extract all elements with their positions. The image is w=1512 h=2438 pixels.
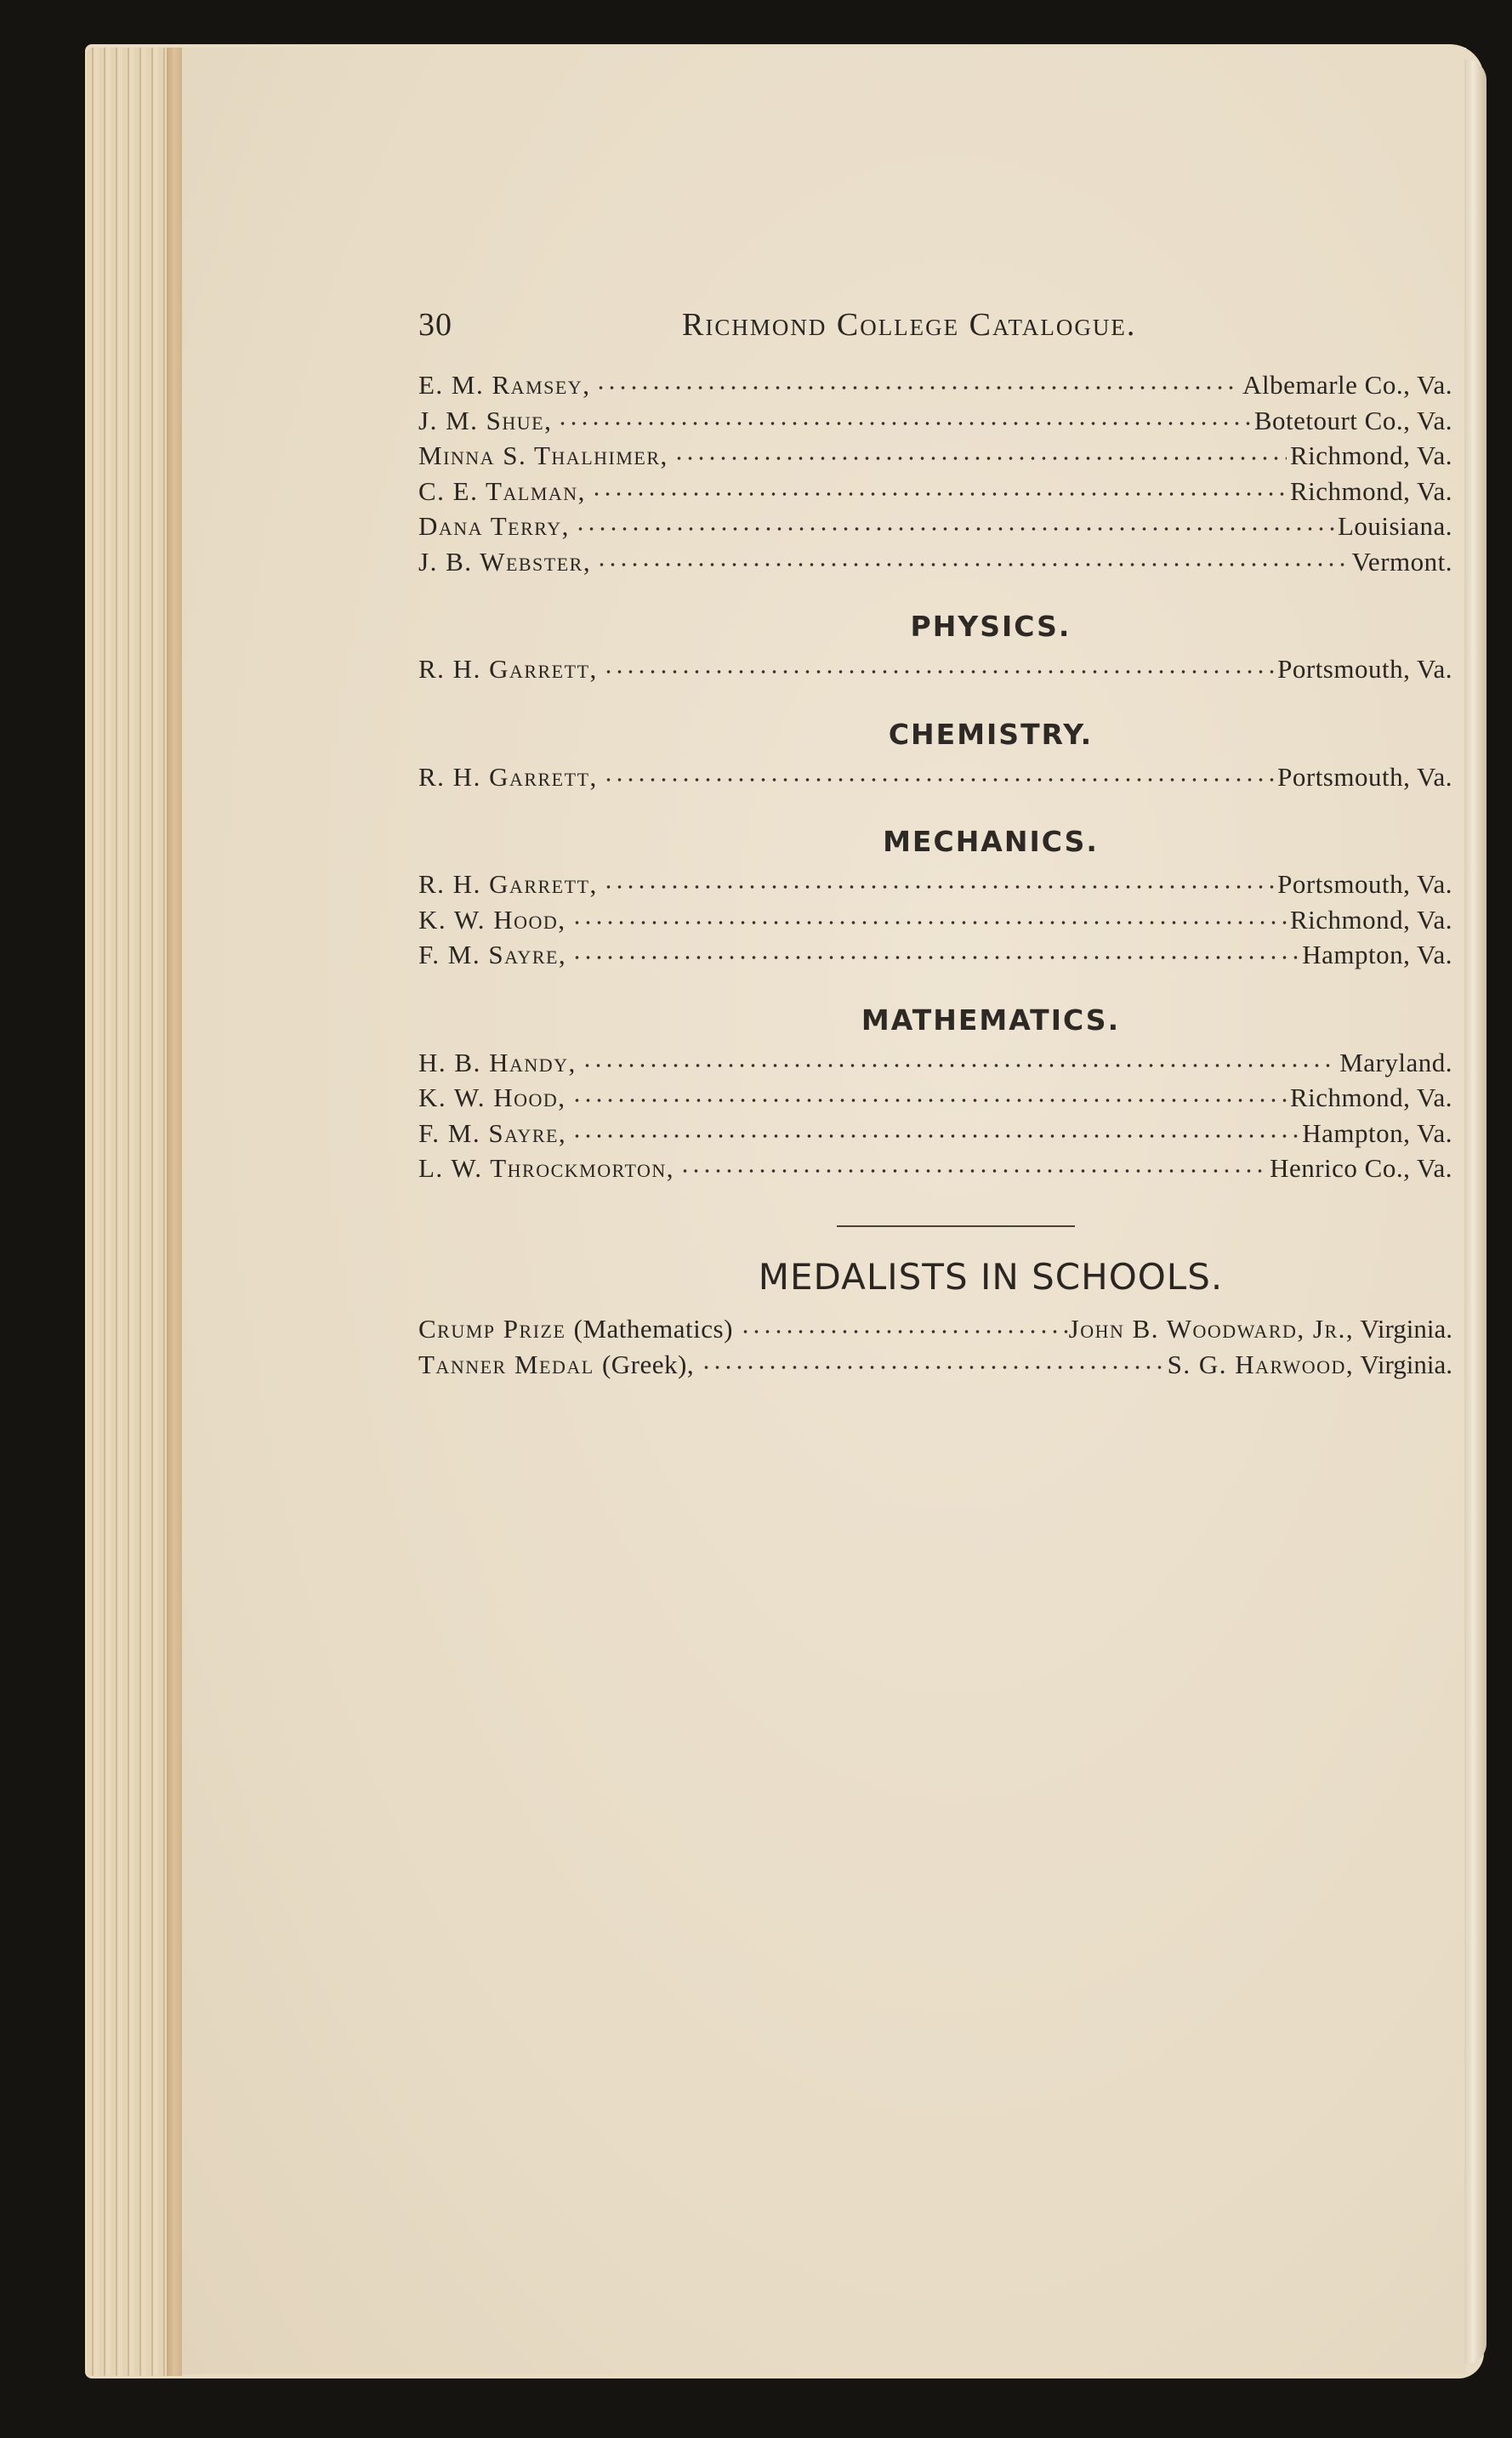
list-item (418, 867, 1452, 902)
list-item (418, 1347, 1452, 1383)
section-heading: MECHANICS. (883, 825, 1099, 858)
student-residence: Portsmouth, Va. (1277, 654, 1452, 684)
dot-leader (595, 369, 1239, 395)
prize-name (418, 1314, 740, 1344)
dot-leader (571, 1117, 1299, 1144)
student-name: J. B. Webster, (418, 546, 592, 577)
list-item (418, 403, 1452, 439)
student-name: Dana Terry, (418, 511, 570, 541)
dot-leader (603, 653, 1274, 679)
page-content (418, 306, 1452, 1383)
list-item (418, 1080, 1452, 1116)
dot-leader (603, 868, 1274, 895)
student-name: H. B. Handy, (418, 1047, 577, 1077)
section-medalists (418, 1256, 1452, 1383)
dot-leader (571, 904, 1287, 930)
list-item (418, 1311, 1452, 1347)
top-student-list (418, 367, 1452, 579)
prize-title: Crump Prize (418, 1313, 566, 1344)
winner-state: Virginia. (1360, 1313, 1452, 1344)
student-residence: Portsmouth, Va. (1277, 761, 1452, 792)
winner-state: Virginia. (1360, 1349, 1452, 1379)
student-residence: Richmond, Va. (1289, 440, 1452, 470)
student-residence: Richmond, Va. (1289, 475, 1452, 506)
prize-name (418, 1350, 701, 1380)
dot-leader (679, 1152, 1266, 1179)
winner-name: S. G. Harwood, (1167, 1349, 1355, 1379)
page-curl (1464, 60, 1486, 2364)
student-residence: Botetourt Co., Va. (1253, 405, 1452, 435)
student-residence: Louisiana. (1338, 511, 1452, 541)
dot-leader (740, 1313, 1069, 1339)
section-mechanics (418, 825, 1452, 973)
medalists-heading: MEDALISTS IN SCHOOLS. (758, 1255, 1224, 1298)
list-item (418, 1045, 1452, 1081)
student-name: R. H. Garrett, (418, 761, 598, 792)
dot-leader (674, 440, 1287, 466)
student-name: J. M. Shue, (418, 405, 553, 435)
dot-leader (557, 405, 1250, 431)
list-item (418, 544, 1452, 580)
list-item (418, 1151, 1452, 1186)
list-item (418, 759, 1452, 795)
prize-subject: (Mathematics) (573, 1313, 733, 1344)
prize-subject: (Greek), (601, 1349, 695, 1379)
student-name: L. W. Throckmorton, (418, 1153, 675, 1183)
section-mathematics (418, 1003, 1452, 1186)
student-name: R. H. Garrett, (418, 869, 598, 899)
student-name: C. E. Talman, (418, 475, 586, 506)
list-item (418, 902, 1452, 938)
list-item (418, 937, 1452, 973)
student-name: K. W. Hood, (418, 904, 566, 935)
student-residence: Vermont. (1351, 546, 1452, 577)
dot-leader (575, 510, 1334, 537)
running-header (418, 306, 1452, 349)
list-item (418, 367, 1452, 403)
list-item (418, 438, 1452, 474)
list-item (418, 509, 1452, 544)
student-residence: Maryland. (1339, 1047, 1452, 1077)
student-residence: Richmond, Va. (1289, 1083, 1452, 1112)
dot-leader (596, 546, 1348, 572)
student-name: F. M. Sayre, (418, 940, 567, 969)
dot-leader (571, 1082, 1287, 1108)
dot-leader (603, 761, 1274, 787)
page-number: 30 (418, 307, 452, 343)
student-residence: Henrico Co., Va. (1270, 1153, 1452, 1183)
winner-name: John B. Woodward, Jr., (1068, 1313, 1355, 1344)
student-name: K. W. Hood, (418, 1083, 566, 1112)
section-heading: PHYSICS. (910, 610, 1071, 643)
student-name: F. M. Sayre, (418, 1117, 567, 1148)
student-name: Minna S. Thalhimer, (418, 440, 668, 470)
student-residence: Hampton, Va. (1302, 1117, 1452, 1148)
student-residence: Richmond, Va. (1289, 904, 1452, 935)
prize-title: Tanner Medal (418, 1349, 594, 1379)
section-chemistry (418, 718, 1452, 795)
section-heading: CHEMISTRY. (888, 717, 1094, 751)
student-residence: Hampton, Va. (1302, 940, 1452, 969)
section-divider (837, 1225, 1075, 1227)
dot-leader (571, 939, 1299, 965)
section-physics (418, 610, 1452, 687)
list-item (418, 474, 1452, 509)
list-item (418, 1116, 1452, 1151)
dot-leader (591, 475, 1287, 502)
dot-leader (701, 1349, 1168, 1375)
student-residence: Albemarle Co., Va. (1242, 370, 1452, 400)
section-heading: MATHEMATICS. (861, 1003, 1121, 1037)
prize-winner (1168, 1350, 1452, 1380)
student-name: E. M. Ramsey, (418, 370, 591, 400)
student-residence: Portsmouth, Va. (1277, 869, 1452, 899)
prize-winner (1069, 1314, 1452, 1344)
student-name: R. H. Garrett, (418, 654, 598, 684)
running-title: Richmond College Catalogue. (682, 307, 1137, 343)
dot-leader (582, 1047, 1336, 1073)
list-item (418, 651, 1452, 687)
page-spine-edge (167, 48, 182, 2376)
